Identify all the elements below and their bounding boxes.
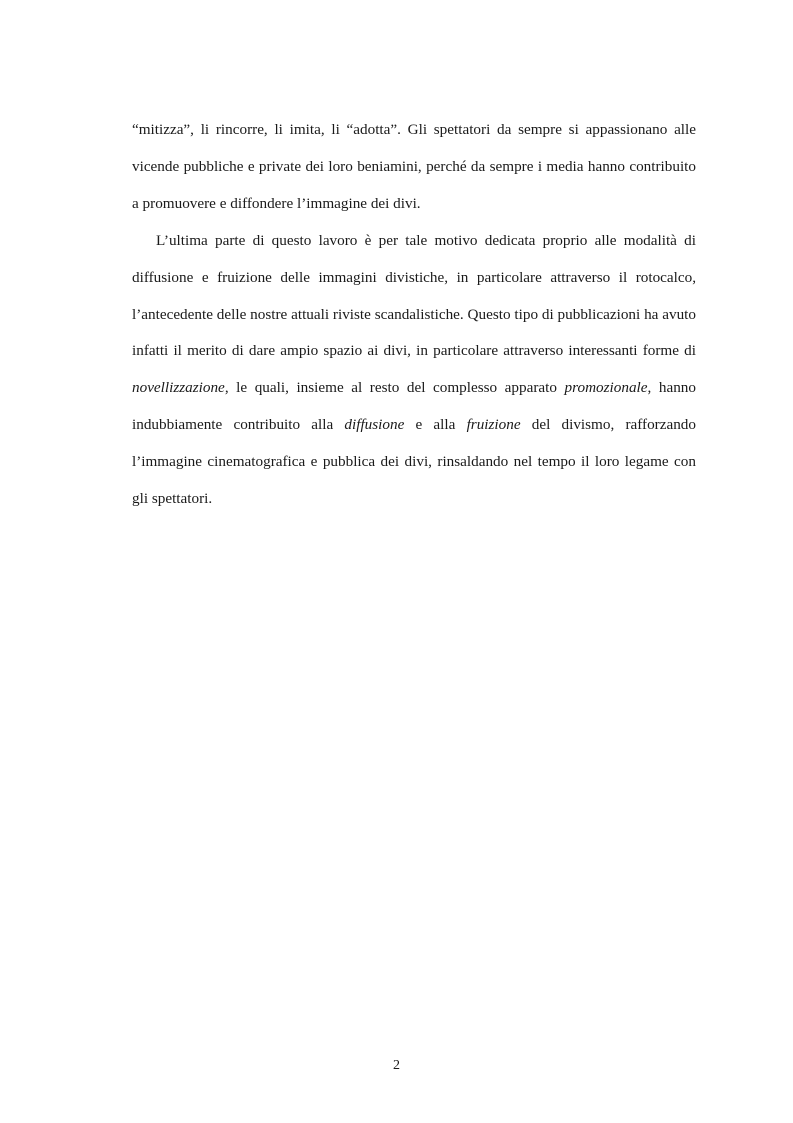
paragraph-2-italic-promozionale: promozionale <box>564 379 648 397</box>
body-text <box>132 112 696 518</box>
paragraph-2-italic-diffusione: diffusione <box>344 416 405 434</box>
paragraph-2-text: e alla <box>404 416 467 434</box>
page-number: 2 <box>393 1058 400 1073</box>
paragraph-2-text: , le quali, insieme al resto del complesso apparato <box>224 379 565 397</box>
paragraph-2-italic-novellizzazione: novellizzazione <box>132 379 225 397</box>
paragraph-2-text: del divismo, rafforzando l’immagine cinematografica e pubblica dei divi, rinsaldando nel tempo il loro legame con gli spettatori. <box>132 416 696 508</box>
paragraph-2-text: , hanno indubbiamente contribuito alla <box>132 379 696 434</box>
paragraph-1 <box>132 112 696 223</box>
paragraph-2-italic-fruizione: fruizione <box>466 416 521 434</box>
paragraph-1-text: “mitizza”, li rincorre, li imita, li “adotta”. Gli spettatori da sempre si appassionano alle vicende pubbliche e private dei loro beniamini, perché da sempre i media hanno contribuito a promuovere e diffondere l’immagine dei divi. <box>132 121 696 212</box>
paragraph-2 <box>132 223 696 518</box>
paragraph-2-text: L’ultima parte di questo lavoro è per tale motivo dedicata proprio alle modalità di diffusione e fruizione delle immagini divistiche, in particolare attraverso il rotocalco, l’antecedente delle nostre attuali riviste scandalistiche. Questo tipo di pubblicazioni ha avuto infatti il merito di dare ampio spazio ai divi, in particolare attraverso interessanti forme di <box>132 231 696 360</box>
